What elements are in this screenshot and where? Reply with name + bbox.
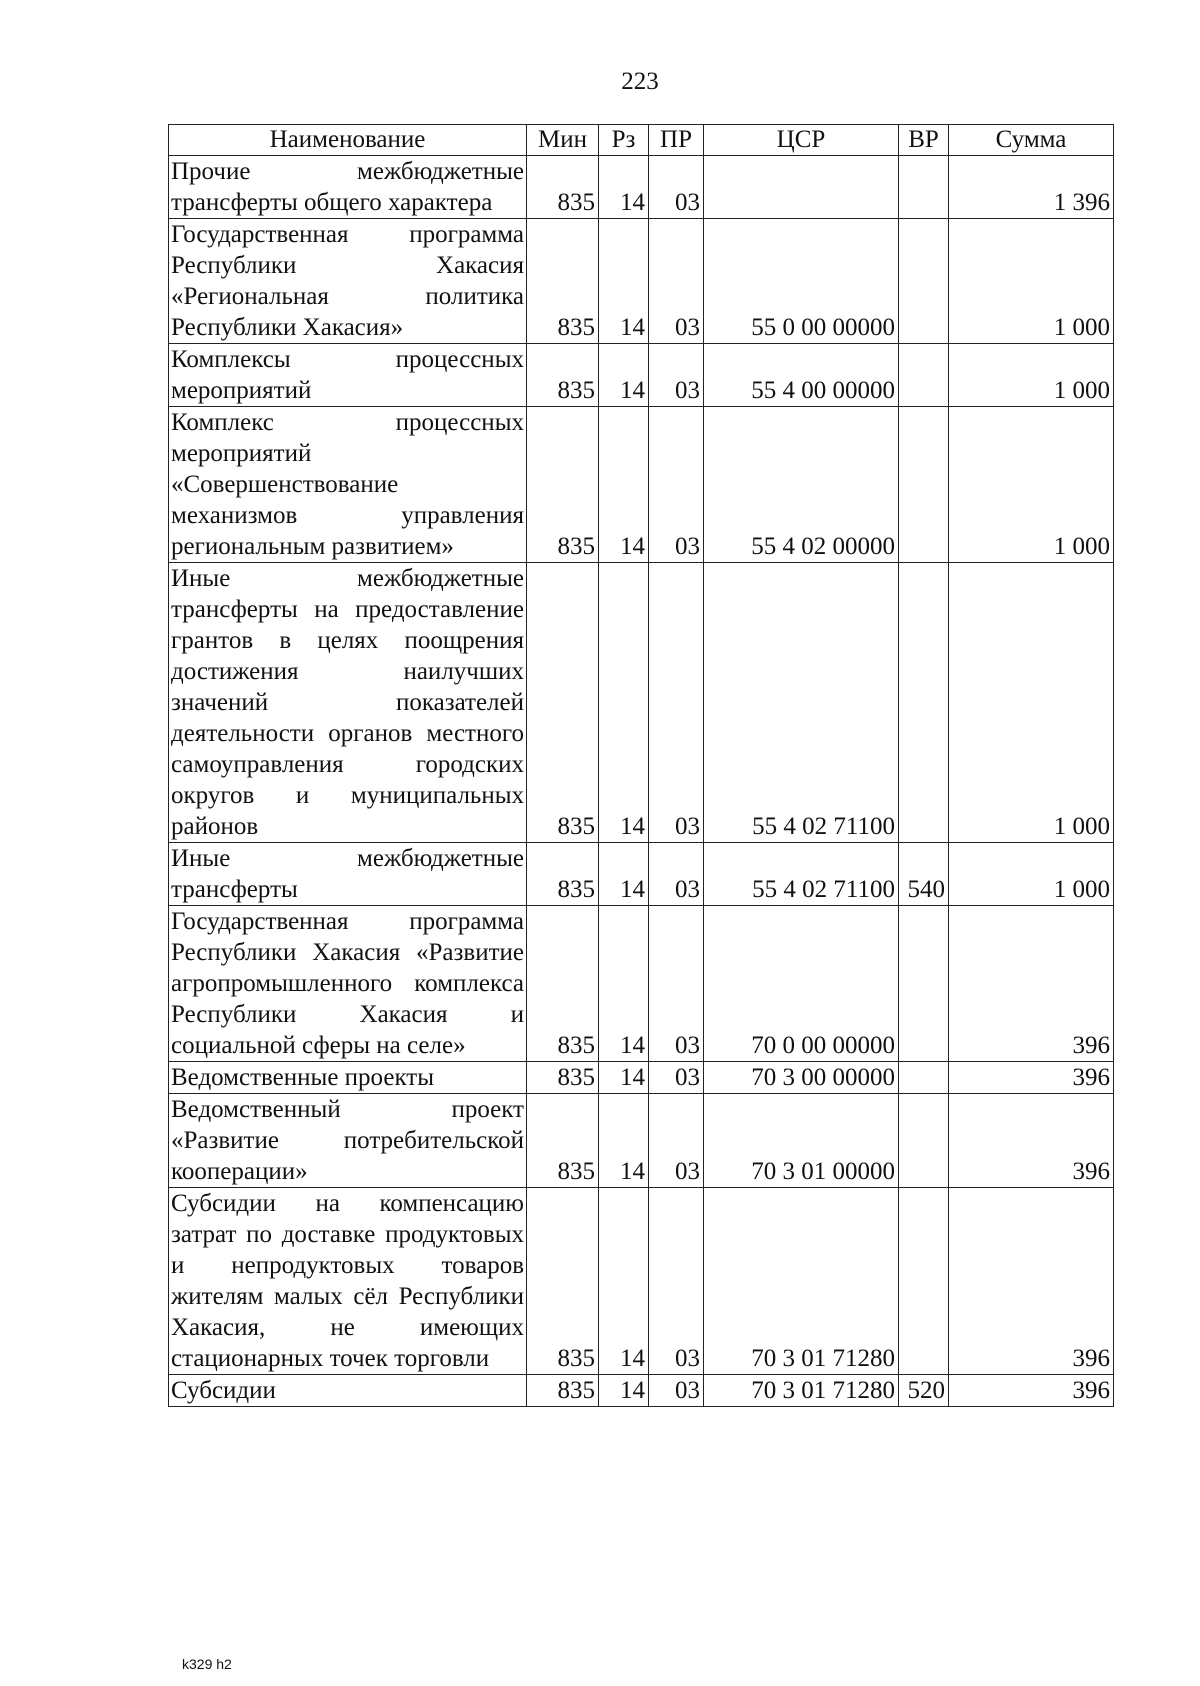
header-vr: ВР <box>899 125 949 156</box>
cell-name: Комплекс процессных мероприятий «Совершенствование механизмов управления региональным развитием» <box>169 407 527 563</box>
table-row <box>169 407 1114 563</box>
cell-vr <box>899 1094 949 1188</box>
cell-min: 835 <box>527 1094 599 1188</box>
cell-sum: 1 000 <box>949 219 1114 344</box>
cell-pr: 03 <box>649 1094 704 1188</box>
cell-csr: 70 3 00 00000 <box>704 1062 899 1094</box>
cell-rz: 14 <box>599 906 649 1062</box>
cell-min: 835 <box>527 407 599 563</box>
cell-pr: 03 <box>649 1375 704 1407</box>
cell-min: 835 <box>527 843 599 906</box>
cell-vr <box>899 1188 949 1375</box>
table-row <box>169 156 1114 219</box>
cell-vr <box>899 1062 949 1094</box>
header-rz: Рз <box>599 125 649 156</box>
cell-name: Иные межбюджетные трансферты на предоставление грантов в целях поощрения достижения наилучших значений показателей деятельности органов местного самоуправления городских округов и муниципальных районов <box>169 563 527 843</box>
cell-name: Ведомственный проект «Развитие потребительской кооперации» <box>169 1094 527 1188</box>
cell-csr: 55 4 02 71100 <box>704 563 899 843</box>
cell-pr: 03 <box>649 563 704 843</box>
cell-rz: 14 <box>599 219 649 344</box>
cell-sum: 396 <box>949 906 1114 1062</box>
cell-rz: 14 <box>599 1094 649 1188</box>
cell-name: Иные межбюджетные трансферты <box>169 843 527 906</box>
cell-min: 835 <box>527 219 599 344</box>
table-row <box>169 1062 1114 1094</box>
header-csr: ЦСР <box>704 125 899 156</box>
cell-pr: 03 <box>649 219 704 344</box>
cell-pr: 03 <box>649 906 704 1062</box>
cell-csr: 70 3 01 00000 <box>704 1094 899 1188</box>
cell-min: 835 <box>527 1062 599 1094</box>
cell-vr <box>899 219 949 344</box>
cell-pr: 03 <box>649 843 704 906</box>
cell-vr <box>899 344 949 407</box>
cell-rz: 14 <box>599 1375 649 1407</box>
cell-min: 835 <box>527 1375 599 1407</box>
cell-min: 835 <box>527 563 599 843</box>
header-min: Мин <box>527 125 599 156</box>
table-row <box>169 906 1114 1062</box>
cell-csr <box>704 156 899 219</box>
cell-csr: 55 4 02 71100 <box>704 843 899 906</box>
cell-min: 835 <box>527 1188 599 1375</box>
table-row <box>169 843 1114 906</box>
cell-rz: 14 <box>599 407 649 563</box>
document-code: k329 h2 <box>182 1656 232 1672</box>
cell-rz: 14 <box>599 563 649 843</box>
table-row <box>169 563 1114 843</box>
cell-pr: 03 <box>649 344 704 407</box>
cell-vr: 540 <box>899 843 949 906</box>
cell-pr: 03 <box>649 156 704 219</box>
cell-rz: 14 <box>599 1062 649 1094</box>
cell-sum: 396 <box>949 1094 1114 1188</box>
cell-vr <box>899 563 949 843</box>
cell-csr: 55 0 00 00000 <box>704 219 899 344</box>
cell-min: 835 <box>527 906 599 1062</box>
cell-rz: 14 <box>599 843 649 906</box>
header-pr: ПР <box>649 125 704 156</box>
cell-vr: 520 <box>899 1375 949 1407</box>
cell-sum: 1 000 <box>949 563 1114 843</box>
cell-pr: 03 <box>649 407 704 563</box>
cell-name: Комплексы процессных мероприятий <box>169 344 527 407</box>
cell-sum: 1 000 <box>949 843 1114 906</box>
cell-sum: 396 <box>949 1375 1114 1407</box>
header-name: Наименование <box>169 125 527 156</box>
cell-name: Государственная программа Республики Хакасия «Развитие агропромышленного комплекса Республики Хакасия и социальной сферы на селе» <box>169 906 527 1062</box>
cell-name: Субсидии на компенсацию затрат по доставке продуктовых и непродуктовых товаров жителям малых сёл Республики Хакасия, не имеющих стационарных точек торговли <box>169 1188 527 1375</box>
header-sum: Сумма <box>949 125 1114 156</box>
table-row <box>169 1094 1114 1188</box>
cell-rz: 14 <box>599 1188 649 1375</box>
table-body <box>169 156 1114 1407</box>
cell-sum: 1 396 <box>949 156 1114 219</box>
cell-csr: 70 0 00 00000 <box>704 906 899 1062</box>
cell-name: Ведомственные проекты <box>169 1062 527 1094</box>
cell-sum: 1 000 <box>949 407 1114 563</box>
cell-min: 835 <box>527 344 599 407</box>
cell-vr <box>899 906 949 1062</box>
cell-rz: 14 <box>599 344 649 407</box>
cell-csr: 70 3 01 71280 <box>704 1375 899 1407</box>
cell-rz: 14 <box>599 156 649 219</box>
cell-pr: 03 <box>649 1062 704 1094</box>
cell-pr: 03 <box>649 1188 704 1375</box>
budget-table <box>168 124 1114 1407</box>
cell-name: Субсидии <box>169 1375 527 1407</box>
page-number: 223 <box>621 68 659 95</box>
table-row <box>169 219 1114 344</box>
cell-sum: 396 <box>949 1188 1114 1375</box>
cell-name: Государственная программа Республики Хакасия «Региональная политика Республики Хакасия» <box>169 219 527 344</box>
table-header-row <box>169 125 1114 156</box>
cell-min: 835 <box>527 156 599 219</box>
cell-vr <box>899 156 949 219</box>
table-row <box>169 1375 1114 1407</box>
cell-sum: 1 000 <box>949 344 1114 407</box>
cell-sum: 396 <box>949 1062 1114 1094</box>
table-row <box>169 1188 1114 1375</box>
table-row <box>169 344 1114 407</box>
cell-csr: 70 3 01 71280 <box>704 1188 899 1375</box>
cell-name: Прочие межбюджетные трансферты общего характера <box>169 156 527 219</box>
cell-csr: 55 4 02 00000 <box>704 407 899 563</box>
cell-csr: 55 4 00 00000 <box>704 344 899 407</box>
cell-vr <box>899 407 949 563</box>
